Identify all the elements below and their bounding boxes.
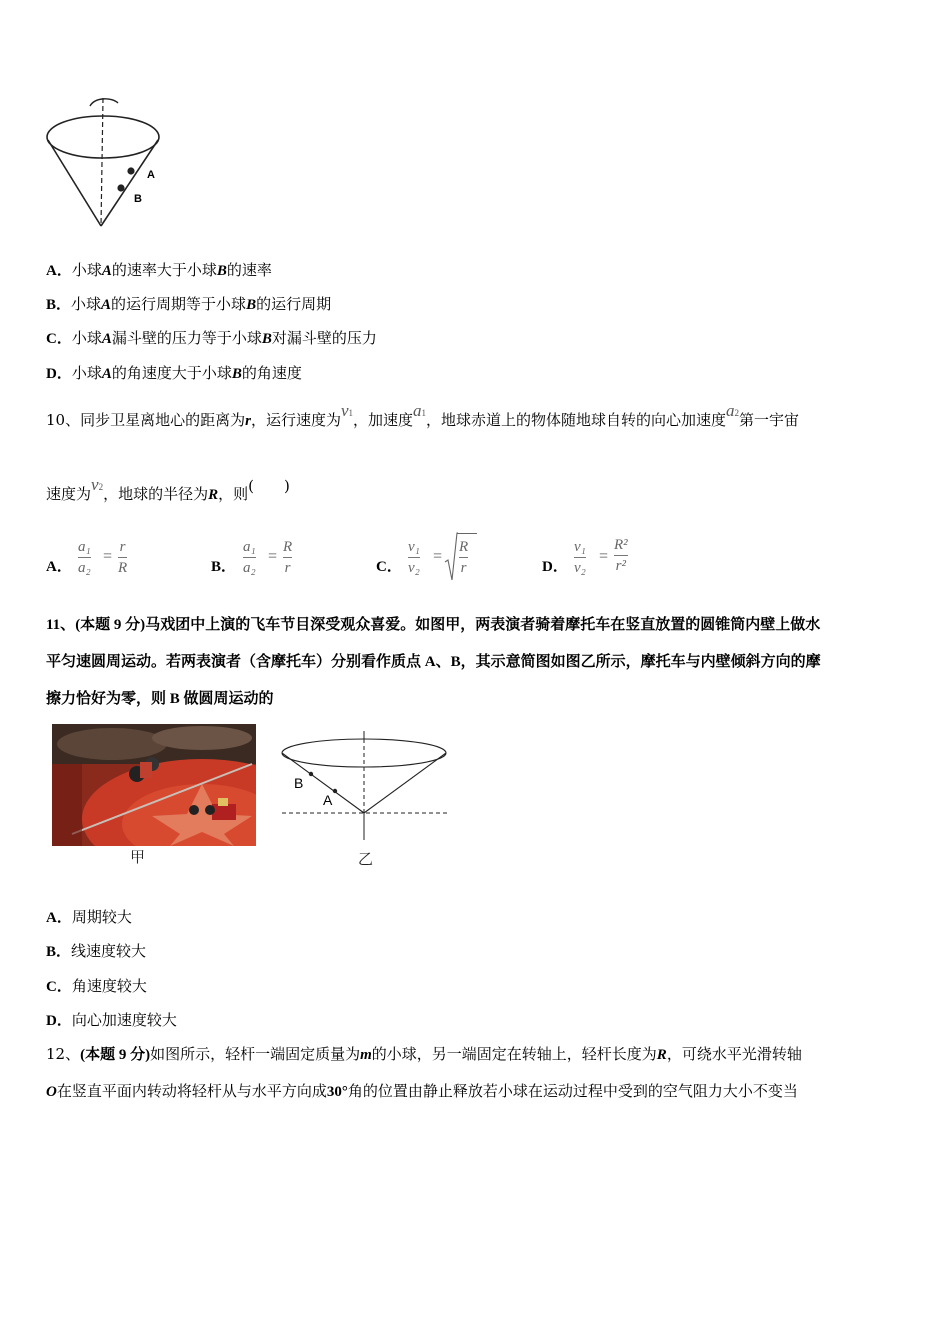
- q10-option-d-letter: D．: [542, 559, 568, 575]
- q10-b-rhs-fraction: R r: [283, 539, 293, 576]
- funnel-figure: [40, 92, 180, 237]
- q10-option-c-letter: C．: [376, 559, 402, 575]
- figure-yi-label: 乙: [358, 850, 374, 868]
- q11-option-b: B．线速度较大: [46, 942, 147, 960]
- q10-option-a-letter: A．: [46, 559, 72, 575]
- q11-option-c: C．角速度较大: [46, 977, 147, 995]
- q9-option-d: D．小球A的角速度大于小球B的角速度: [46, 364, 302, 382]
- q10-a-rhs-fraction: r R: [118, 539, 128, 576]
- q10-c-rhs-fraction: R r: [459, 539, 469, 576]
- ball-a: [127, 167, 134, 174]
- funnel-right-wall: [101, 140, 158, 226]
- label-a: A: [147, 169, 155, 181]
- point-a: [333, 789, 337, 793]
- label-b: B: [294, 775, 304, 791]
- q12-stem-line1: 12、(本题 9 分)如图所示，轻杆一端固定质量为m的小球，另一端固定在转轴上，轻杆长度为R，可绕水平光滑转轴: [46, 1045, 802, 1063]
- q9-option-a: A．小球A的速率大于小球B的速率: [46, 261, 272, 279]
- ball-b: [117, 184, 124, 191]
- q10-b-lhs-fraction: a₁ a₂: [243, 539, 256, 576]
- q10-b-equals: =: [267, 548, 278, 565]
- sqrt-sign: [444, 532, 458, 582]
- funnel-left-wall: [48, 140, 101, 226]
- funnel-axis: [101, 98, 103, 226]
- label-a: A: [323, 792, 333, 808]
- q10-c-equals: =: [432, 548, 443, 565]
- q10-a-lhs-fraction: a₁ a₂: [78, 539, 91, 576]
- q11-stem-line1: 11、(本题 9 分)马戏团中上演的飞车节目深受观众喜爱。如图甲，两表演者骑着摩托车在竖直放置的圆锥筒内壁上做水: [46, 617, 821, 633]
- rotation-arrow: [90, 99, 118, 106]
- q11-option-d: D．向心加速度较大: [46, 1011, 177, 1029]
- v1-symbol: v1: [340, 401, 354, 420]
- label-b: B: [134, 193, 142, 205]
- v2-symbol: v2: [91, 475, 104, 494]
- cone-right-wall: [364, 753, 446, 813]
- q9-option-b: B．小球A的运行周期等于小球B的运行周期: [46, 295, 332, 313]
- q11-stem-line3: 擦力恰好为零，则 B 做圆周运动的: [46, 691, 274, 707]
- q9-option-c: C．小球A漏斗壁的压力等于小球B对漏斗壁的压力: [46, 329, 377, 347]
- a2-symbol: a2: [726, 401, 740, 420]
- q10-a-equals: =: [102, 548, 113, 565]
- q11-stem-line2: 平匀速圆周运动。若两表演者（含摩托车）分别看作质点 A、B，其示意简图如图乙所示，摩托车与内壁倾斜方向的摩: [46, 654, 821, 670]
- q10-option-b-letter: B．: [211, 559, 237, 575]
- a1-symbol: a1: [413, 401, 427, 420]
- point-b: [309, 772, 313, 776]
- sqrt-overline: [457, 533, 477, 534]
- circus-motorcycle-photo: [52, 724, 256, 846]
- q10-d-equals: =: [598, 548, 609, 565]
- q10-stem-line1: 10、同步卫星离地心的距离为r，运行速度为v1，加速度a1，地球赤道上的物体随地球自转的向心加速度a2第一宇宙: [46, 401, 800, 429]
- q11-option-a: A．周期较大: [46, 908, 132, 926]
- q10-c-lhs-fraction: v₁ v₂: [408, 539, 420, 576]
- figure-jia-label: 甲: [130, 848, 146, 866]
- q12-stem-line2: O在竖直平面内转动将轻杆从与水平方向成30°角的位置由静止释放若小球在运动过程中受到的空气阻力大小不变当: [46, 1082, 798, 1100]
- q10-d-rhs-fraction: R² r²: [614, 537, 628, 574]
- q10-stem-line2: 速度为v2，地球的半径为R，则( ): [46, 475, 290, 503]
- cone-diagram: [278, 730, 453, 845]
- q10-d-lhs-fraction: v₁ v₂: [574, 539, 586, 576]
